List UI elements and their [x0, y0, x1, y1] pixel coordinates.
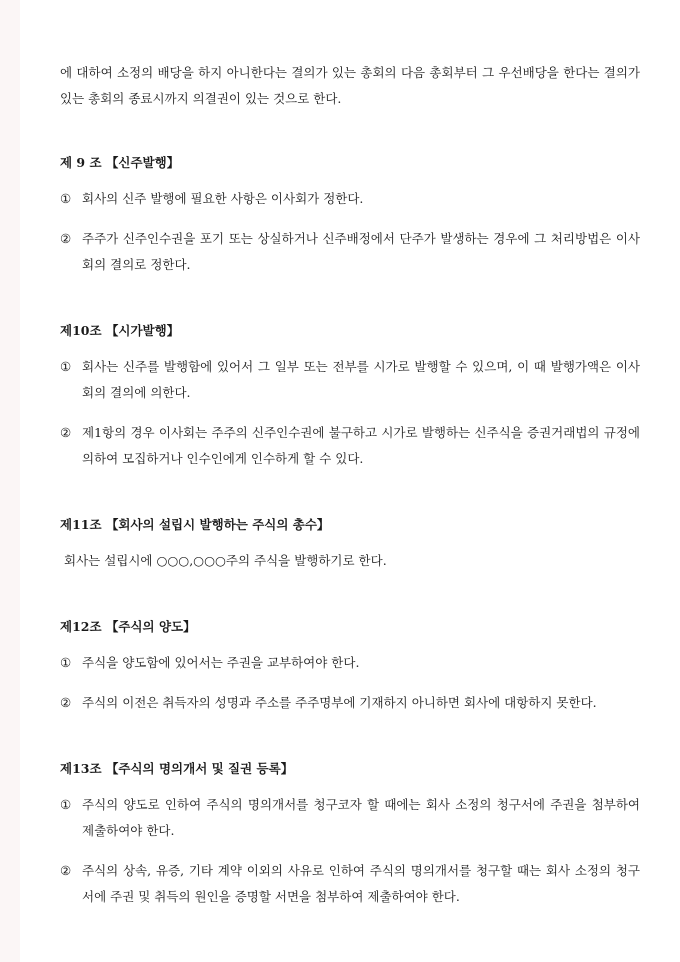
article-12: [60, 614, 640, 716]
article-text: 회사는 설립시에 ○○○,○○○주의 주식을 발행하기로 한다.: [64, 553, 387, 568]
clause: [60, 858, 640, 910]
clause-text: 회사의 신주 발행에 필요한 사항은 이사회가 정한다.: [82, 191, 364, 206]
clause-text: 주주가 신주인수권을 포기 또는 상실하거나 신주배정에서 단주가 발생하는 경우에 그 처리방법은 이사회의 결의로 정한다.: [82, 231, 640, 272]
article-title: 제13조 【주식의 명의개서 및 질권 등록】: [60, 761, 294, 776]
article-9: [60, 150, 640, 278]
clause-text: 회사는 신주를 발행함에 있어서 그 일부 또는 전부를 시가로 발행할 수 있으며, 이 때 발행가액은 이사회의 결의에 의한다.: [82, 359, 640, 400]
document-page: [60, 60, 640, 924]
clause: [60, 186, 640, 212]
article-title: 제10조 【시가발행】: [60, 323, 180, 338]
clause-text: 주식의 상속, 유증, 기타 계약 이외의 사유로 인하여 주식의 명의개서를 청구할 때는 회사 소정의 청구서에 주권 및 취득의 원인을 증명할 서면을 첨부하여 제출하여야 한다.: [82, 863, 640, 904]
clause-number: ②: [60, 695, 72, 710]
clause-number: ①: [60, 797, 72, 812]
clause-number: ②: [60, 863, 72, 878]
clause: [60, 420, 640, 472]
clause-number: ②: [60, 231, 72, 246]
article-11: [60, 512, 640, 574]
clause-number: ②: [60, 425, 72, 440]
clause: [60, 690, 640, 716]
article-title: 제12조 【주식의 양도】: [60, 619, 196, 634]
clause-text: 주식의 이전은 취득자의 성명과 주소를 주주명부에 기재하지 아니하면 회사에 대항하지 못한다.: [82, 695, 597, 710]
intro-paragraph: 에 대하여 소정의 배당을 하지 아니한다는 결의가 있는 총회의 다음 총회부터 그 우선배당을 한다는 결의가 있는 총회의 종료시까지 의결권이 있는 것으로 한다.: [60, 65, 640, 106]
article-title: 제 9 조 【신주발행】: [60, 155, 180, 170]
clause-text: 주식의 양도로 인하여 주식의 명의개서를 청구코자 할 때에는 회사 소정의 청구서에 주권을 첨부하여 제출하여야 한다.: [82, 797, 640, 838]
clause-number: ①: [60, 655, 72, 670]
clause-text: 주식을 양도함에 있어서는 주권을 교부하여야 한다.: [82, 655, 360, 670]
clause: [60, 650, 640, 676]
article-13: [60, 756, 640, 910]
article-10: [60, 318, 640, 472]
clause-number: ①: [60, 191, 72, 206]
clause-text: 제1항의 경우 이사회는 주주의 신주인수권에 불구하고 시가로 발행하는 신주식을 증권거래법의 규정에 의하여 모집하거나 인수인에게 인수하게 할 수 있다.: [82, 425, 640, 466]
page-margin-shade: [0, 0, 20, 962]
article-title: 제11조 【회사의 설립시 발행하는 주식의 총수】: [60, 517, 330, 532]
clause-number: ①: [60, 359, 72, 374]
clause: [60, 792, 640, 844]
clause: [60, 354, 640, 406]
clause: [60, 226, 640, 278]
